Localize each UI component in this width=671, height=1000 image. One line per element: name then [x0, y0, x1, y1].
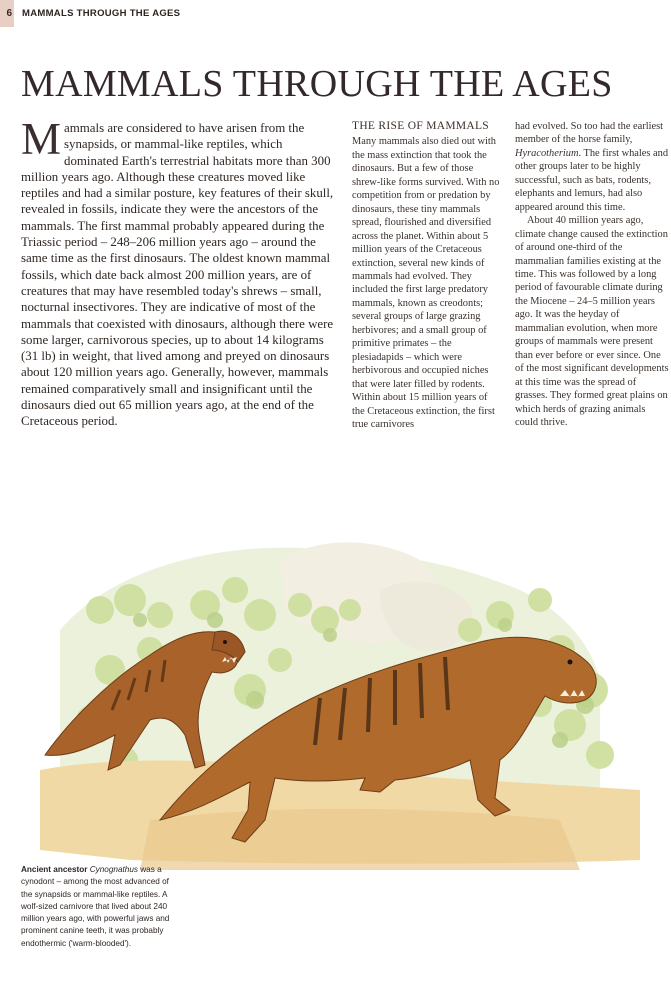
column-rise-left [352, 120, 500, 431]
column-rise-right [515, 120, 671, 429]
hyracotherium-italic: Hyracotherium [515, 147, 579, 159]
section-heading: THE RISE OF MAMMALS [352, 120, 490, 132]
running-head: MAMMALS THROUGH THE AGES [22, 8, 181, 19]
intro-paragraph [21, 114, 336, 430]
caption-species: Cynognathus [89, 865, 138, 874]
drop-cap: M [21, 114, 62, 164]
rise-text-right [515, 120, 671, 214]
figure-caption [21, 864, 176, 950]
cynognathus-illustration [0, 520, 671, 880]
page-number: 6 [0, 0, 14, 27]
caption-text: was a cynodont – among the most advanced of the synapsids or mammal-like reptiles. A wolf-sized carnivore that lived about 240 million years ago, with powerful jaws and prominent canine teeth, it was probably endothermic ('warm-blooded'). [21, 865, 170, 948]
intro-text: ammals are considered to have arisen from the synapsids, or mammal-like reptiles, which dominated Earth's terrestrial habitats more than 300 million years ago. Although these creatures moved like reptiles and had a similar posture, key features of their skull, revealed in fossils, indicate they were the ancestors of the mammals. The first mammal probably appeared during the Triassic period – 248–206 million years ago – around the same time as the first dinosaurs. The oldest known mammal fossils, which date back almost 200 million years, are of creatures that may have resembled today's shrews – small, nocturnal insectivores. They are indicative of most of the mammals that coexisted with dinosaurs, although there were some larger, carnivorous species, up to about 14 kilograms (31 lb) in weight, that lived among and preyed on dinosaurs about 120 million years ago. Generally, however, mammals remained comparatively small and insignificant until the dinosaurs died out 65 million years ago, at the end of the Cretaceous period. [21, 121, 334, 429]
rise-text-right-a: had evolved. So too had the earliest member of the horse family, [515, 121, 664, 146]
caption-lead: Ancient ancestor [21, 865, 88, 874]
rise-text-right-para2: About 40 million years ago, climate change caused the extinction of around one-third of the mammalian families existing at the time. This was followed by a long period of favourable climate during the Miocene – 24–5 million years ago. It was the heyday of mammalian evolution, when more groups of mammals were present than ever before or ever since. One of the most significant developments at this time was the spread of grasses. They formed great plains on which herds of grazing animals could thrive. [515, 215, 669, 428]
rise-text-right-b: . The first whales and other groups later to be highly successful, such as bats, rodents, elephants and lemurs, had also appeared around this time. [515, 147, 669, 213]
page-header [0, 0, 671, 27]
rise-text-left: Many mammals also died out with the mass extinction that took the dinosaurs. But a few of those shrew-like forms survived. With no competition from or predation by dinosaurs, these tiny mammals spread, flourished and diversified across the planet. Within about 5 million years of the Cretaceous extinction, several new kinds of mammals had evolved. They included the first large predatory mammals, known as creodonts; several groups of large grazing herbivores; and a small group of primitive primates – the plesiadapids – which were herbivorous and occupied niches that were later filled by rodents. Within about 15 million years of the Cretaceous extinction, the first true carnivores [352, 136, 500, 430]
page-title: MAMMALS THROUGH THE AGES [21, 63, 613, 105]
